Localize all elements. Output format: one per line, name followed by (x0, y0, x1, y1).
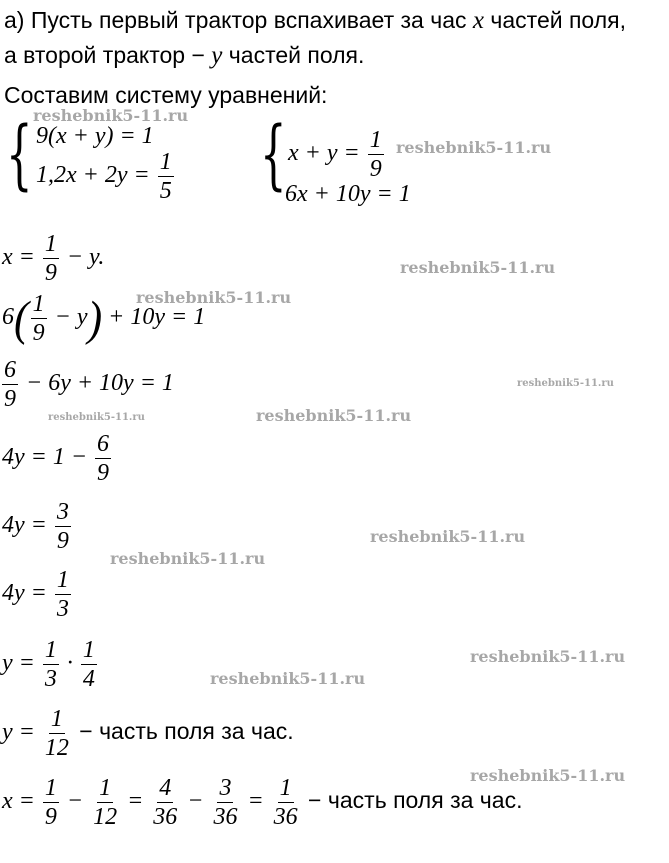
step-2: 6( $\frac{1}{9}$ − y) + 10y = 1 (2, 291, 206, 346)
fraction: $\frac{1}{9}$ (32, 291, 45, 346)
watermark: reshebnik5-11.ru (517, 378, 614, 389)
watermark: reshebnik5-11.ru (210, 669, 366, 688)
system2-eq2: 6x + 10y = 1 (285, 181, 411, 207)
watermark: reshebnik5-11.ru (470, 766, 626, 785)
fraction: $\frac{1}{3}$ (56, 567, 69, 622)
intro-line-2: а второй трактор − y частей поля. (4, 42, 365, 69)
step-3: $\frac{6}{9}$ − 6y + 10y = 1 (4, 357, 174, 412)
watermark: reshebnik5-11.ru (470, 647, 626, 666)
system1-eq2: 1,2x + 2y = $\frac{1}{5}$ (36, 149, 172, 204)
fraction: $\frac{4}{36}$ (153, 775, 178, 830)
step-1: x = $\frac{1}{9}$ − y. (2, 231, 105, 286)
watermark: reshebnik5-11.ru (110, 549, 266, 568)
fraction: $\frac{1}{12}$ (44, 706, 69, 761)
watermark: reshebnik5-11.ru (256, 406, 412, 425)
fraction: $\frac{6}{9}$ (4, 357, 16, 412)
watermark: reshebnik5-11.ru (48, 412, 145, 423)
fraction: $\frac{1}{9}$ (369, 127, 382, 182)
fraction: $\frac{1}{4}$ (82, 637, 95, 692)
fraction: $\frac{1}{3}$ (44, 637, 57, 692)
step-8: y = $\frac{1}{12}$ − часть поля за час. (2, 706, 294, 761)
watermark: reshebnik5-11.ru (33, 106, 189, 125)
step-6: 4y = $\frac{1}{3}$ (2, 567, 69, 622)
system2-eq1: x + y = $\frac{1}{9}$ (288, 127, 382, 182)
fraction: $\frac{3}{36}$ (213, 775, 238, 830)
fraction: $\frac{1}{36}$ (273, 775, 298, 830)
step-9: x = $\frac{1}{9}$ − $\frac{1}{12}$ = $\frac{4}{36}$ − $\frac{3}{36}$ = $\frac{1}{36}$ − часть поля за час. (2, 775, 523, 830)
watermark: reshebnik5-11.ru (370, 527, 526, 546)
var-x: x (472, 7, 484, 34)
fraction: $\frac{1}{5}$ (159, 149, 172, 204)
paren-close: ) (87, 291, 103, 345)
paren-open: ( (14, 291, 29, 345)
watermark: reshebnik5-11.ru (396, 138, 552, 157)
watermark: reshebnik5-11.ru (400, 258, 556, 277)
step-7: y = $\frac{1}{3}$ · $\frac{1}{4}$ (2, 637, 95, 692)
brace-left-2: { (260, 109, 287, 198)
watermark: reshebnik5-11.ru (136, 288, 292, 307)
fraction: $\frac{6}{9}$ (97, 431, 110, 486)
intro-line-3: Составим систему уравнений: (4, 82, 328, 108)
var-y: y (211, 42, 223, 69)
brace-left-1: { (6, 109, 33, 198)
step-5: 4y = $\frac{3}{9}$ (2, 499, 69, 554)
system1-eq1: 9(x + y) = 1 (36, 123, 154, 149)
fraction: $\frac{3}{9}$ (56, 499, 69, 554)
fraction: $\frac{1}{12}$ (93, 775, 118, 830)
fraction: $\frac{1}{9}$ (44, 231, 57, 286)
fraction: $\frac{1}{9}$ (44, 775, 57, 830)
step-4: 4y = 1 − $\frac{6}{9}$ (2, 431, 110, 486)
intro-line-1: а) Пусть первый трактор вспахивает за час x частей поля, (4, 7, 626, 34)
